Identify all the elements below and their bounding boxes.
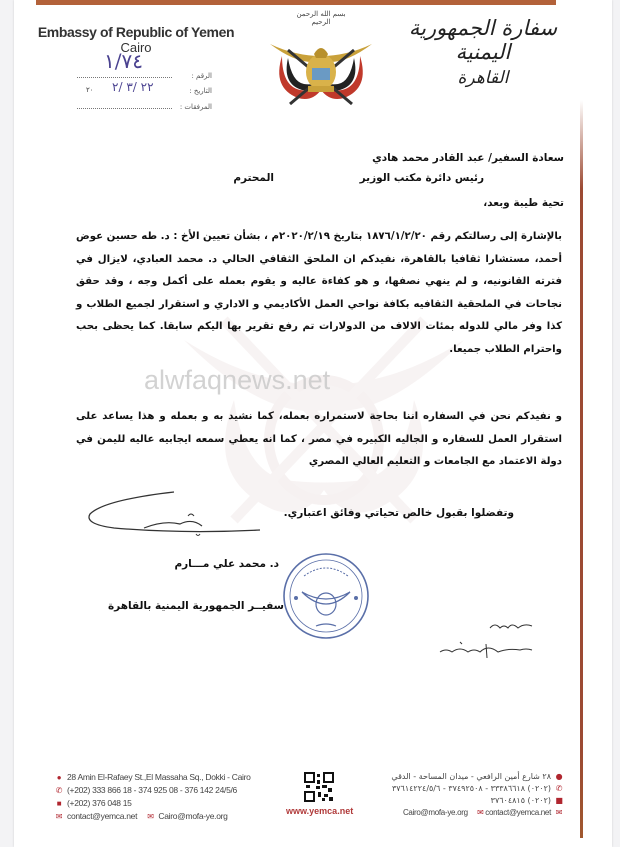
english-city: Cairo — [120, 40, 152, 55]
footer-fax: (+202) 376 048 15 — [67, 798, 132, 808]
fax-icon: ■ — [56, 799, 62, 808]
date-value: ٢٢ /٣ /٢ — [112, 80, 154, 94]
footer-arabic-contacts — [391, 771, 564, 819]
top-color-bar — [36, 0, 556, 5]
signer-title: سفيــر الجمهورية اليمنية بالقاهرة — [107, 600, 284, 612]
fax-icon: ■ — [555, 796, 563, 805]
footer-address-row — [54, 771, 251, 784]
arabic-city: القاهرة — [457, 68, 509, 88]
footer-ar-email-1[interactable]: contact@yemca.net — [485, 808, 551, 817]
recipient-name: سعادة السفير/ عبد القادر محمد هادي — [372, 152, 564, 164]
footer-email-1[interactable]: contact@yemca.net — [67, 811, 138, 821]
body-paragraph-1: بالإشارة إلى رسالتكم رقم ١٨٧٦/١/٢/٢٠ بتاريخ ٢٠٢٠/٢/١٩م ، بشأن تعيين الأخ : د. طه حسين عوض أحمد، مستشارا ثقافيا بالقاهرة، نفيدكم ان الملحق الثقافي الحالي د. محمد العبادي، لايزال في فترته القانونيه، و لم ينهي نصفها، و هو كفاءة عاليه و يقوم بعمله على أكمل وجه ، وقد حقق نجاحات في الملحقية الثقافيه بكافة نواحي العمل الأكاديمي و الاداري و استقرار لجميع الطلاب و كذا وفر مالي للدوله بمئات الالاف من الدولارات تم رفع تقرير بها اليكم سابقا. كما يحظى بحب واحترام الطلاب جميعا. — [76, 231, 563, 355]
site-watermark: alwfaqnews.net — [144, 365, 331, 395]
body-paragraph-2: و نفيدكم نحن في السفاره اننا بحاجة لاستمراره بعمله، كما نشيد به و بعمله و هذا يساعد على استقرار العمل للسفاره و الجاليه الكبيره في مصر ، كما انه يعطي سمعه ايجابيه عاليه لليمن في دولة الاعتماد مع الجامعات و التعليم العالي المصري — [76, 411, 562, 467]
footer-english-contacts — [54, 771, 251, 823]
greeting: تحية طيبة وبعد، — [483, 197, 564, 209]
signer-name: د. محمد علي مـــارم — [174, 558, 279, 570]
date-label: التاريخ : — [189, 87, 212, 95]
mail-icon: ✉ — [55, 812, 63, 821]
footer-ar-fax-row — [394, 795, 564, 807]
english-title: Embassy of Republic of Yemen — [37, 24, 235, 40]
mail-icon: ✉ — [147, 812, 154, 821]
attachments-row — [62, 101, 212, 115]
reference-value: ١/٧٤ — [104, 49, 143, 73]
footer-phone-row — [54, 784, 251, 797]
location-pin-icon: ● — [56, 773, 62, 782]
reference-label: الرقم : — [191, 72, 212, 80]
date-suffix: ٢٠ — [86, 86, 94, 94]
footer-ar-email-2[interactable]: Cairo@mofa-ye.org — [402, 808, 468, 817]
website-link[interactable]: www.yemca.net — [286, 806, 354, 816]
attachments-dots — [77, 101, 172, 109]
recipient-honorific: المحترم — [233, 172, 274, 184]
mail-icon: ✉ — [555, 808, 563, 817]
footer-email-row — [54, 810, 251, 823]
arabic-title: سفارة الجمهورية اليمنية — [408, 16, 558, 64]
footer-ar-address-row — [391, 771, 564, 783]
letter-page — [14, 0, 612, 847]
embassy-stamp-icon — [282, 552, 370, 640]
basmala: بسم الله الرحمن الرحيم — [296, 10, 346, 26]
location-pin-icon: ● — [555, 772, 563, 781]
arabic-header — [398, 16, 568, 88]
yemen-emblem-icon — [268, 28, 374, 108]
recipient-title: رئيس دائرة مكتب الوزير — [359, 172, 484, 184]
footer-ar-fax: (٠٢٠٢) ٣٧٦٠٤٨١٥ — [490, 796, 551, 805]
handwritten-note-icon — [420, 608, 550, 668]
closing-line: وتفضلوا بقبول خالص تحياتي وفائق اعتباري. — [283, 507, 514, 519]
qr-code-icon — [304, 772, 334, 802]
handwritten-signature-icon — [84, 488, 274, 548]
phone-icon: ✆ — [55, 786, 63, 795]
footer-fax-row — [54, 797, 251, 810]
right-border-rule — [580, 100, 583, 838]
footer-ar-email-row — [394, 807, 564, 819]
footer-ar-phone: (٠٢٠٢) ٣٣٣٨٦٦١٨ - ٣٧٤٩٢٥٠٨ - ٣٧٦١٤٢٢٤/٥/٦ — [391, 784, 551, 793]
mail-icon: ✉ — [477, 808, 484, 817]
footer-address: 28 Amin El-Rafaey St.,El Massaha Sq., Dokki - Cairo — [67, 772, 251, 782]
footer-ar-address: ٢٨ شارع أمين الرافعي - ميدان المساحة - الدقي — [391, 772, 551, 781]
phone-icon: ✆ — [555, 784, 563, 793]
footer-phone: (+202) 333 866 18 - 374 925 08 - 376 142 24/5/6 — [67, 785, 237, 795]
footer-email-2[interactable]: Cairo@mofa-ye.org — [158, 811, 228, 821]
footer-ar-phone-row — [391, 783, 564, 795]
attachments-label: المرفقات : — [179, 103, 212, 111]
